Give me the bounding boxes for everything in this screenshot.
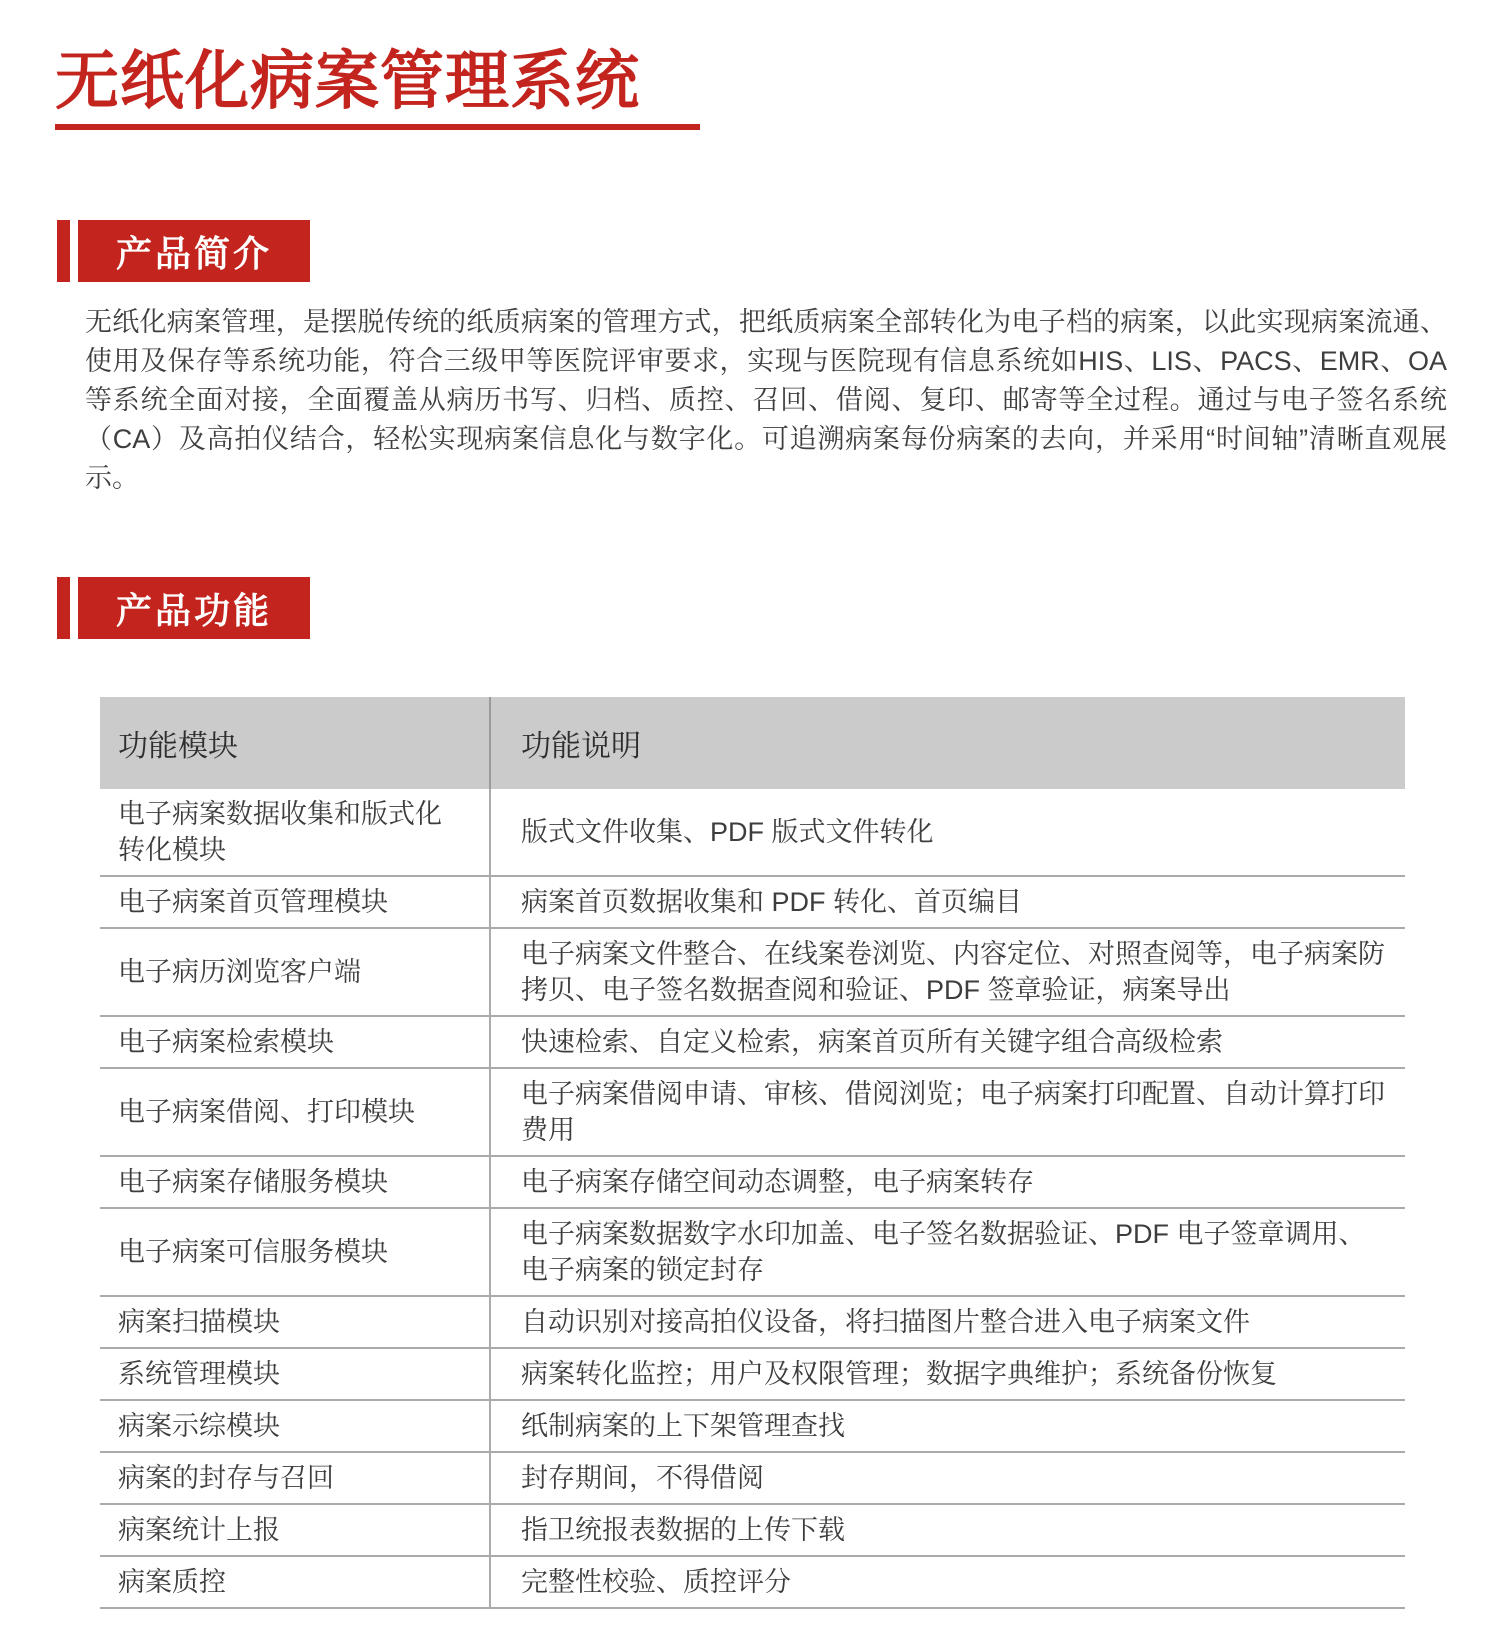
table-row — [100, 1208, 1405, 1296]
module-cell: 系统管理模块 — [100, 1348, 490, 1400]
features-table-body — [100, 789, 1405, 1608]
module-cell: 电子病历浏览客户端 — [100, 928, 490, 1016]
page-title: 无纸化病案管理系统 — [55, 45, 640, 117]
features-heading — [57, 577, 310, 639]
column-header-module: 功能模块 — [100, 697, 490, 789]
table-row — [100, 1016, 1405, 1068]
module-cell: 病案统计上报 — [100, 1504, 490, 1556]
description-cell: 纸制病案的上下架管理查找 — [490, 1400, 1405, 1452]
description-cell: 自动识别对接高拍仪设备，将扫描图片整合进入电子病案文件 — [490, 1296, 1405, 1348]
description-cell: 病案转化监控；用户及权限管理；数据字典维护；系统备份恢复 — [490, 1348, 1405, 1400]
description-cell: 指卫统报表数据的上传下载 — [490, 1504, 1405, 1556]
module-cell: 电子病案检索模块 — [100, 1016, 490, 1068]
header-row — [100, 697, 1405, 789]
intro-heading-badge: 产品简介 — [78, 220, 310, 282]
description-cell: 版式文件收集、PDF 版式文件转化 — [490, 789, 1405, 876]
heading-accent-bar — [57, 220, 70, 282]
module-cell: 病案的封存与召回 — [100, 1452, 490, 1504]
intro-heading — [57, 220, 310, 282]
table-row — [100, 876, 1405, 928]
module-cell: 病案示综模块 — [100, 1400, 490, 1452]
table-row — [100, 1400, 1405, 1452]
features-table-header — [100, 697, 1405, 789]
module-cell: 电子病案数据收集和版式化转化模块 — [118, 799, 442, 865]
description-cell: 电子病案数据数字水印加盖、电子签名数据验证、PDF 电子签章调用、电子病案的锁定封存 — [490, 1208, 1405, 1296]
description-cell: 电子病案存储空间动态调整，电子病案转存 — [490, 1156, 1405, 1208]
table-row — [100, 928, 1405, 1016]
module-cell: 病案质控 — [100, 1556, 490, 1608]
features-heading-badge: 产品功能 — [78, 577, 310, 639]
title-underline — [55, 124, 700, 130]
heading-accent-bar — [57, 577, 70, 639]
description-cell: 电子病案借阅申请、审核、借阅浏览；电子病案打印配置、自动计算打印费用 — [490, 1068, 1405, 1156]
table-row — [100, 1556, 1405, 1608]
table-row — [100, 1348, 1405, 1400]
description-cell: 完整性校验、质控评分 — [490, 1556, 1405, 1608]
module-cell: 电子病案首页管理模块 — [100, 876, 490, 928]
module-cell: 病案扫描模块 — [100, 1296, 490, 1348]
table-row — [100, 789, 1405, 876]
module-cell: 电子病案存储服务模块 — [100, 1156, 490, 1208]
description-cell: 电子病案文件整合、在线案卷浏览、内容定位、对照查阅等，电子病案防拷贝、电子签名数据查阅和验证、PDF 签章验证，病案导出 — [490, 928, 1405, 1016]
description-cell: 快速检索、自定义检索，病案首页所有关键字组合高级检索 — [490, 1016, 1405, 1068]
intro-paragraph: 无纸化病案管理，是摆脱传统的纸质病案的管理方式，把纸质病案全部转化为电子档的病案，以此实现病案流通、使用及保存等系统功能，符合三级甲等医院评审要求，实现与医院现有信息系统如HIS、LIS、PACS、EMR、OA等系统全面对接，全面覆盖从病历书写、归档、质控、召回、借阅、复印、邮寄等全过程。通过与电子签名系统（CA）及高拍仪结合，轻松实现病案信息化与数字化。可追溯病案每份病案的去向，并采用“时间轴”清晰直观展示。 — [85, 307, 1447, 493]
column-header-description: 功能说明 — [490, 697, 1405, 789]
table-row — [100, 1156, 1405, 1208]
module-cell: 电子病案可信服务模块 — [100, 1208, 490, 1296]
table-row — [100, 1068, 1405, 1156]
table-row — [100, 1296, 1405, 1348]
module-cell: 电子病案借阅、打印模块 — [100, 1068, 490, 1156]
features-table — [100, 697, 1405, 1609]
description-cell: 病案首页数据收集和 PDF 转化、首页编目 — [490, 876, 1405, 928]
table-row — [100, 1504, 1405, 1556]
table-row — [100, 1452, 1405, 1504]
description-cell: 封存期间，不得借阅 — [490, 1452, 1405, 1504]
